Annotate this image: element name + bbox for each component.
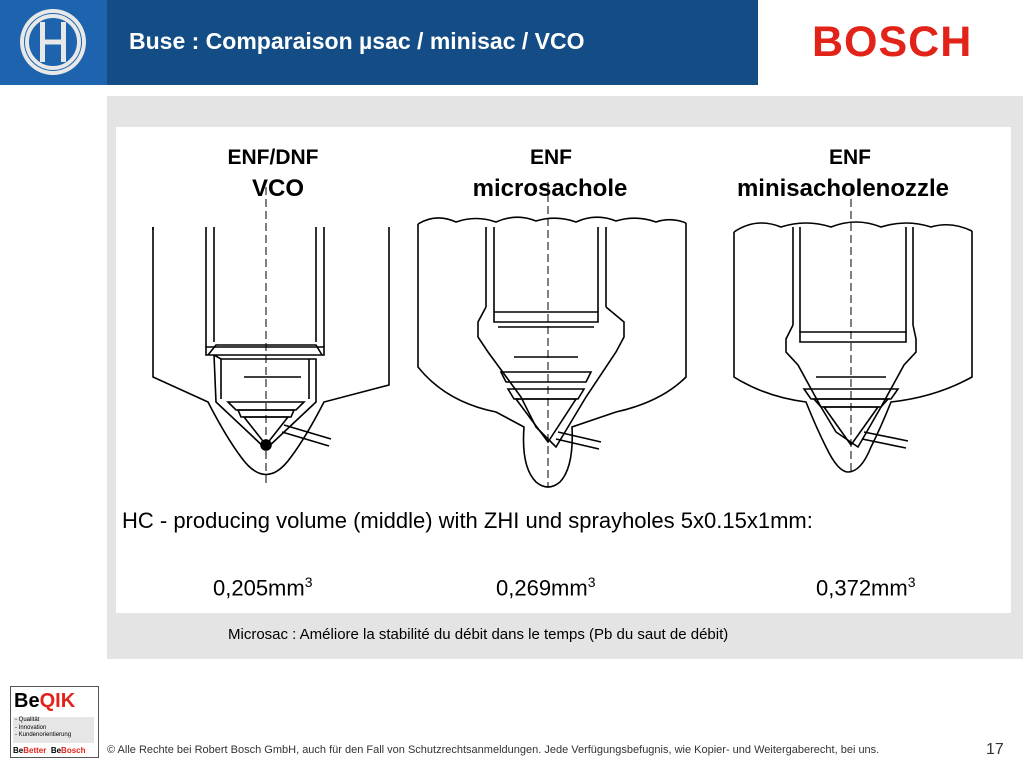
col3-heading: ENF [829,146,871,169]
col3-subheading: minisacholenozzle [736,175,950,202]
beqik-logo [10,686,99,758]
beqik-slogan: BeBetter BeBosch [13,746,86,755]
col1-subheading: VCO [251,175,304,202]
figure-caption: Microsac : Améliore la stabilité du débit dans le temps (Pb du saut de débit) [228,626,729,643]
bosch-wordmark: BOSCH [812,18,973,66]
beqik-item: - Kundenorientierung [15,732,72,738]
page-number: 17 [986,741,1004,758]
beqik-item: - Innovation [15,724,47,731]
col2-volume: $0,269mm^3$ [496,574,596,601]
microsachole-nozzle-drawing [418,182,686,487]
copyright-footer: © Alle Rechte bei Robert Bosch GmbH, auch für den Fall von Schutzrechtsanmeldungen. Jede Verfügungsbefugnis, wie Kopier- und Weitergaberecht, bei uns. [107,744,880,756]
title-bar [107,0,758,85]
col2-subheading: microsachole [472,175,628,202]
page-title: Buse : Comparaison µsac / minisac / VCO [129,28,585,54]
beqik-item: - Qualität [15,717,40,723]
nozzle-figure [116,127,1011,613]
col1-volume: $0,205mm^3$ [213,574,313,601]
hc-volume-description: HC - producing volume (middle) with ZHI und sprayholes 5x0.15x1mm: [122,508,813,533]
beqik-values-list [13,717,94,743]
col3-volume: $0,372mm^3$ [816,574,916,601]
beqik-title: BeQIK [14,690,76,712]
col1-heading: ENF/DNF [227,146,319,169]
bosch-logo-box [0,0,107,85]
col2-heading: ENF [530,146,572,169]
bosch-armature-icon [0,0,107,85]
minisacholenozzle-drawing [734,187,972,472]
vco-nozzle-drawing [153,187,389,487]
